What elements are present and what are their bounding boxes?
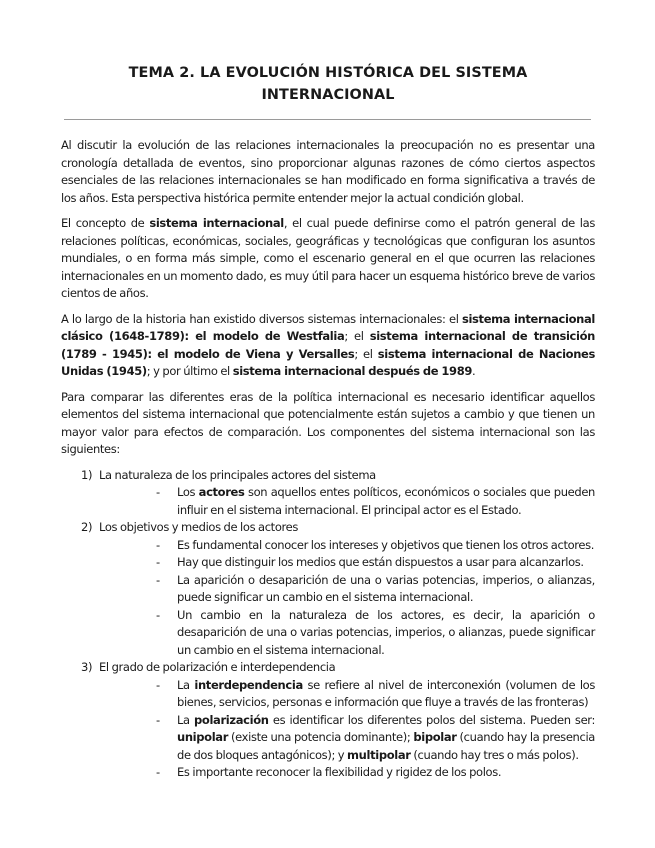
component-label: La naturaleza de los principales actores del sistema xyxy=(99,467,376,482)
paragraph-components-intro: Para comparar las diferentes eras de la política internacional es necesario identificar aquellos elementos del sistema internacional que potencialmente están sujetos a cambio y que tienen un mayor valor para efectos de comparación. Los componentes del sistema internacional son las siguientes: xyxy=(61,389,595,456)
component-label: El grado de polarización e interdependencia xyxy=(99,660,336,674)
components-list xyxy=(61,467,595,782)
text-run: ; el xyxy=(354,346,378,361)
dash-bullet: - xyxy=(156,712,160,727)
bold-term: sistema internacional de Naciones Unidas (1945) xyxy=(61,346,595,378)
text-run: (cuando hay la presencia de dos bloques antagónicos); y xyxy=(177,730,596,762)
text-run: A lo largo de la historia han existido diversos sistemas internacionales: el xyxy=(61,311,462,326)
text-run: ; el xyxy=(344,329,370,343)
text-run: Hay que distinguir los medios que están dispuestos a usar para alcanzarlos. xyxy=(177,555,584,569)
sublist xyxy=(99,484,595,519)
sub-item xyxy=(137,537,595,555)
component-item xyxy=(61,519,595,659)
dash-bullet: - xyxy=(156,555,160,569)
component-item xyxy=(61,467,595,520)
text-run: Un cambio en la naturaleza de los actores, es decir, la aparición o desaparición de una o varias potencias, imperios, o alianzas, puede significar un cambio en el sistema internacional. xyxy=(177,607,595,657)
list-number: 2) xyxy=(81,520,93,534)
dash-bullet: - xyxy=(156,485,160,499)
bold-term: polarización xyxy=(194,712,269,727)
sublist xyxy=(99,677,595,782)
bold-term: sistema internacional clásico (1648-1789): el modelo de Westfalia xyxy=(61,311,596,343)
text-run: , el cual puede definirse como el patrón general de las relaciones políticas, económicas, sociales, geográficas y tecnológicas que configuran los asuntos mundiales, o en forma más simple, como el escenario general en el que ocurren las relaciones internacionales en un momento dado, es muy útil para hacer un esquema histórico breve de varios cientos de años. xyxy=(61,216,595,300)
text-run: El concepto de xyxy=(61,216,150,230)
sub-item xyxy=(137,572,595,607)
sub-item xyxy=(137,607,595,660)
bold-term: sistema internacional después de 1989 xyxy=(232,364,473,378)
sub-item xyxy=(137,764,595,782)
paragraph-historical-systems xyxy=(61,311,595,381)
text-run: (existe una potencia dominante); xyxy=(228,730,414,744)
text-run: es identificar los diferentes polos del sistema. Pueden ser: xyxy=(268,712,595,727)
text-run: Los xyxy=(177,485,199,499)
paragraph-intro: Al discutir la evolución de las relaciones internacionales la preocupación no es presentar una cronología detallada de eventos, sino proporcionar algunas razones de cómo ciertos aspectos esenciales de las relaciones internacionales se han modificado en forma significativa a través de los años. Esta perspectiva histórica permite entender mejor la actual condición global. xyxy=(61,138,595,205)
bold-term: sistema internacional de transición (1789 - 1945): el modelo de Viena y Versalles xyxy=(61,329,595,361)
bold-term: interdependencia xyxy=(194,677,303,692)
component-item xyxy=(61,659,595,782)
list-number: 3) xyxy=(81,660,93,674)
component-label: Los objetivos y medios de los actores xyxy=(99,520,299,534)
text-run: La aparición o desaparición de una o varias potencias, imperios, o alianzas, puede significar un cambio en el sistema internacional. xyxy=(177,572,595,604)
bold-term: actores xyxy=(198,485,245,499)
dash-bullet: - xyxy=(156,607,160,622)
text-run: son aquellos entes políticos, económicos o sociales que pueden influir en el sistema internacional. El principal actor es el Estado. xyxy=(177,485,595,517)
text-run: ; y por último el xyxy=(146,364,233,378)
dash-bullet: - xyxy=(156,572,160,587)
text-run: Es importante reconocer la flexibilidad y rigidez de los polos. xyxy=(177,765,502,779)
paragraph-system-concept xyxy=(61,215,595,303)
sub-item xyxy=(137,712,595,765)
sublist xyxy=(99,537,595,660)
text-run: (cuando hay tres o más polos). xyxy=(410,747,579,762)
dash-bullet: - xyxy=(156,677,160,692)
text-run: La xyxy=(177,677,195,692)
bold-term: bipolar xyxy=(413,730,457,744)
text-run: se refiere al nivel de interconexión (volumen de los bienes, servicios, personas e información que fluye a través de las fronteras) xyxy=(177,677,595,709)
dash-bullet: - xyxy=(156,765,160,779)
sub-item xyxy=(137,484,595,519)
text-run: . xyxy=(472,364,476,378)
text-run: La xyxy=(177,712,195,727)
bold-term: multipolar xyxy=(347,747,411,762)
sub-item xyxy=(137,677,595,712)
text-run: Es fundamental conocer los intereses y objetivos que tienen los otros actores. xyxy=(177,537,595,552)
dash-bullet: - xyxy=(156,537,160,552)
bold-term: sistema internacional xyxy=(149,216,284,230)
title-divider xyxy=(64,119,591,120)
list-number: 1) xyxy=(81,467,93,482)
bold-term: unipolar xyxy=(177,730,229,744)
document-title: TEMA 2. LA EVOLUCIÓN HISTÓRICA DEL SISTEMA INTERNACIONAL xyxy=(128,65,528,103)
sub-item xyxy=(137,554,595,572)
